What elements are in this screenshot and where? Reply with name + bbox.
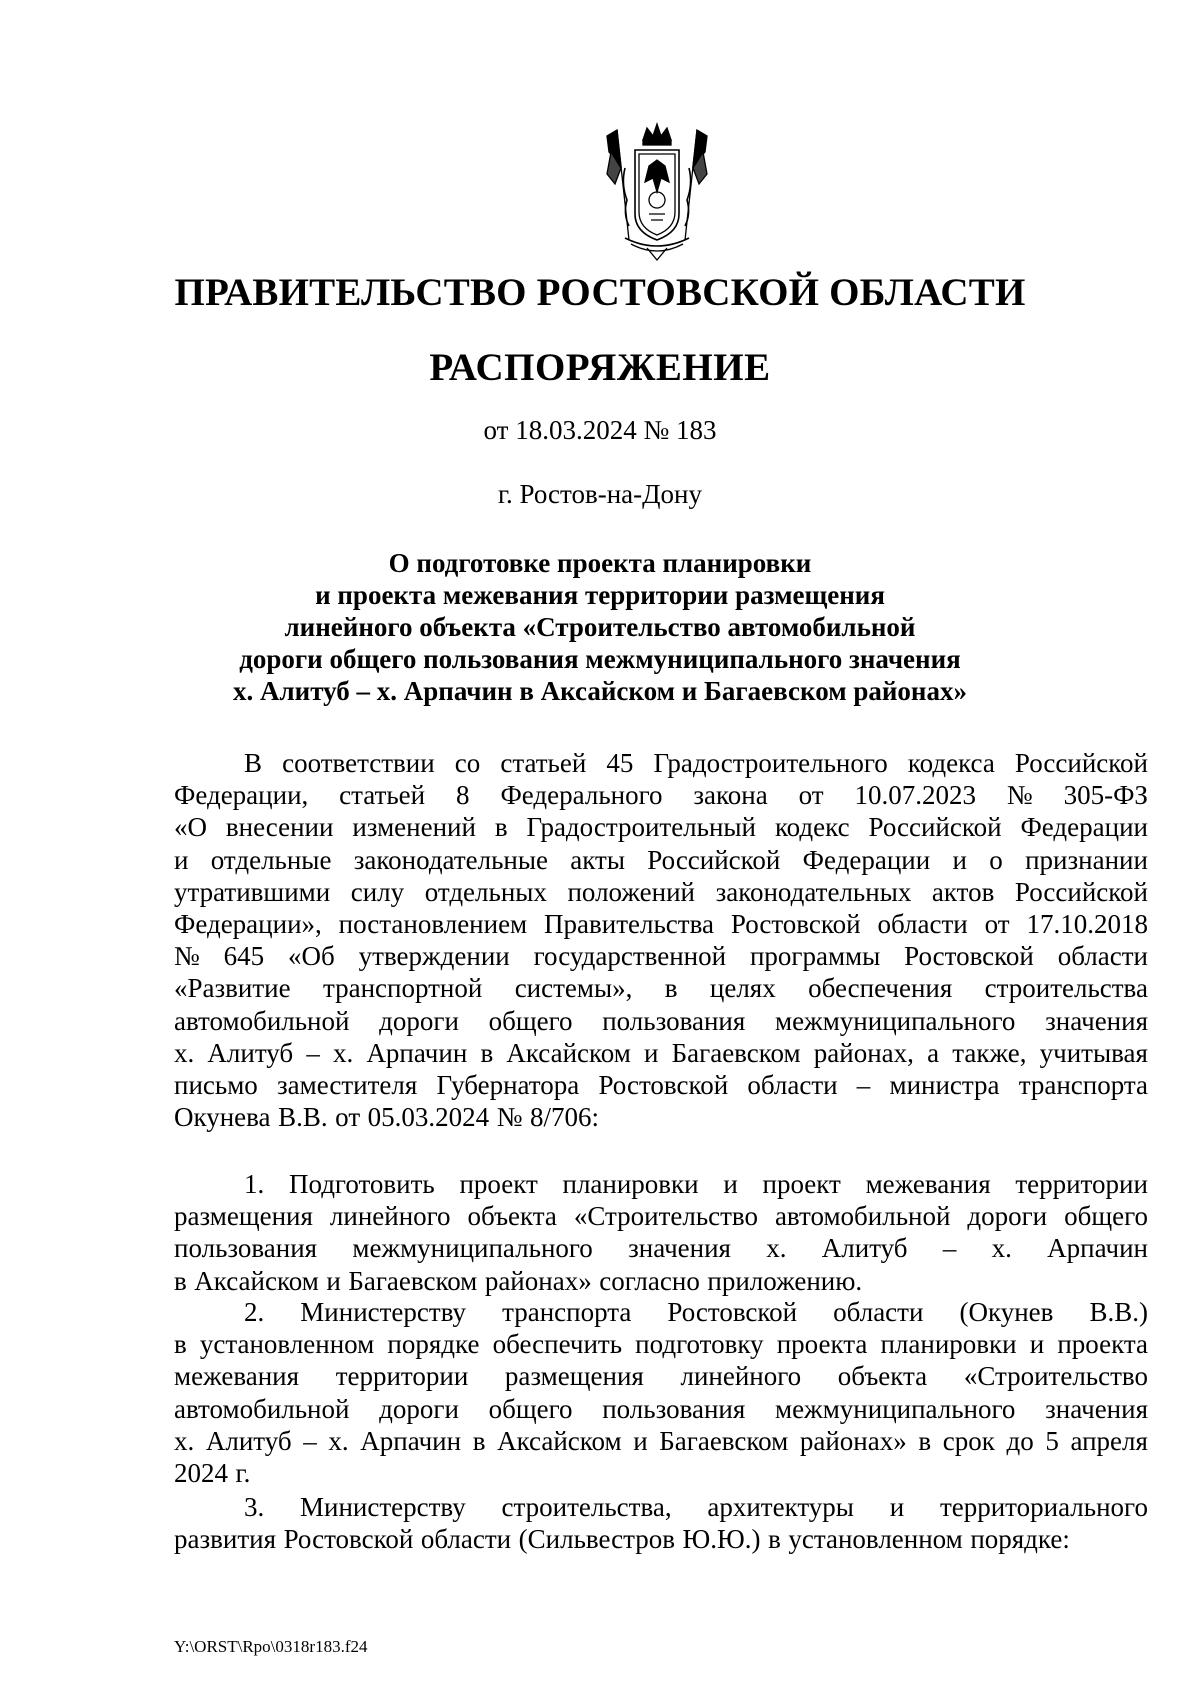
- text-line: В соответствии со статьей 45 Градостроительного кодекса Российской: [244, 748, 1148, 778]
- text-line: «О внесении изменений в Градостроительный кодекс Российской Федерации: [174, 812, 1148, 843]
- text-line: 3. Министерству строительства, архитектуры и территориального: [244, 1492, 1148, 1522]
- text-line: и отдельные законодательные акты Российской Федерации и о признании: [174, 844, 1148, 875]
- text-line: пользования межмуниципального значения х. Алитуб – х. Арпачин: [174, 1233, 1148, 1264]
- text-line: размещения линейного объекта «Строительство автомобильной дороги общего: [174, 1201, 1148, 1232]
- document-city: г. Ростов-на-Дону: [497, 479, 702, 509]
- text-line: автомобильной дороги общего пользования межмуниципального значения: [174, 1393, 1148, 1424]
- text-line: «Развитие транспортной системы», в целях обеспечения строительства: [174, 973, 1148, 1004]
- text-line: Федерации», постановлением Правительства Ростовской области от 17.10.2018: [174, 909, 1148, 940]
- government-title: ПРАВИТЕЛЬСТВО РОСТОВСКОЙ ОБЛАСТИ: [174, 271, 1026, 314]
- clause-1: [174, 1168, 1148, 1297]
- text-line: письмо заместителя Губернатора Ростовской области – министра транспорта: [174, 1070, 1148, 1101]
- text-line: Окунева В.В. от 05.03.2024 № 8/706:: [174, 1102, 600, 1133]
- clause-2: [174, 1296, 1148, 1489]
- text-line: х. Алитуб – х. Арпачин в Аксайском и Багаевском районах, а также, учитывая: [174, 1037, 1148, 1068]
- clause-3: [174, 1491, 1148, 1555]
- text-line: утратившими силу отдельных положений законодательных актов Российской: [174, 876, 1148, 907]
- subject-line: линейного объекта «Строительство автомобильной: [284, 612, 916, 642]
- text-line: № 645 «Об утверждении государственной программы Ростовской области: [174, 941, 1148, 972]
- document-subject: [160, 547, 1040, 707]
- text-line: 2024 г.: [174, 1458, 251, 1489]
- subject-line: и проекта межевания территории размещения: [315, 580, 885, 610]
- text-line: в Аксайском и Багаевском районах» согласно приложению.: [174, 1265, 863, 1296]
- text-line: в установленном порядке обеспечить подготовку проекта планировки и проекта: [174, 1329, 1148, 1360]
- coat-of-arms-icon: [603, 122, 711, 262]
- text-line: Федерации, статьей 8 Федерального закона от 10.07.2023 № 305-ФЗ: [174, 780, 1148, 811]
- text-line: автомобильной дороги общего пользования межмуниципального значения: [174, 1005, 1148, 1036]
- text-line: межевания территории размещения линейного объекта «Строительство: [174, 1361, 1148, 1392]
- subject-line: дороги общего пользования межмуниципального значения: [239, 644, 961, 674]
- document-date-number: от 18.03.2024 № 183: [483, 415, 717, 445]
- subject-line: х. Алитуб – х. Арпачин в Аксайском и Багаевском районах»: [233, 676, 967, 706]
- preamble-paragraph: [174, 747, 1148, 1133]
- text-line: 2. Министерству транспорта Ростовской области (Окунев В.В.): [244, 1297, 1148, 1327]
- text-line: х. Алитуб – х. Арпачин в Аксайском и Багаевском районах» в срок до 5 апреля: [174, 1425, 1148, 1456]
- text-line: развития Ростовской области (Сильвестров Ю.Ю.) в установленном порядке:: [174, 1524, 1070, 1555]
- subject-line: О подготовке проекта планировки: [388, 548, 812, 578]
- file-path-footer: Y:\ORST\Rpo\0318r183.f24: [174, 1637, 368, 1656]
- text-line: 1. Подготовить проект планировки и проект межевания территории: [244, 1169, 1148, 1199]
- document-type-title: РАСПОРЯЖЕНИЕ: [429, 346, 771, 389]
